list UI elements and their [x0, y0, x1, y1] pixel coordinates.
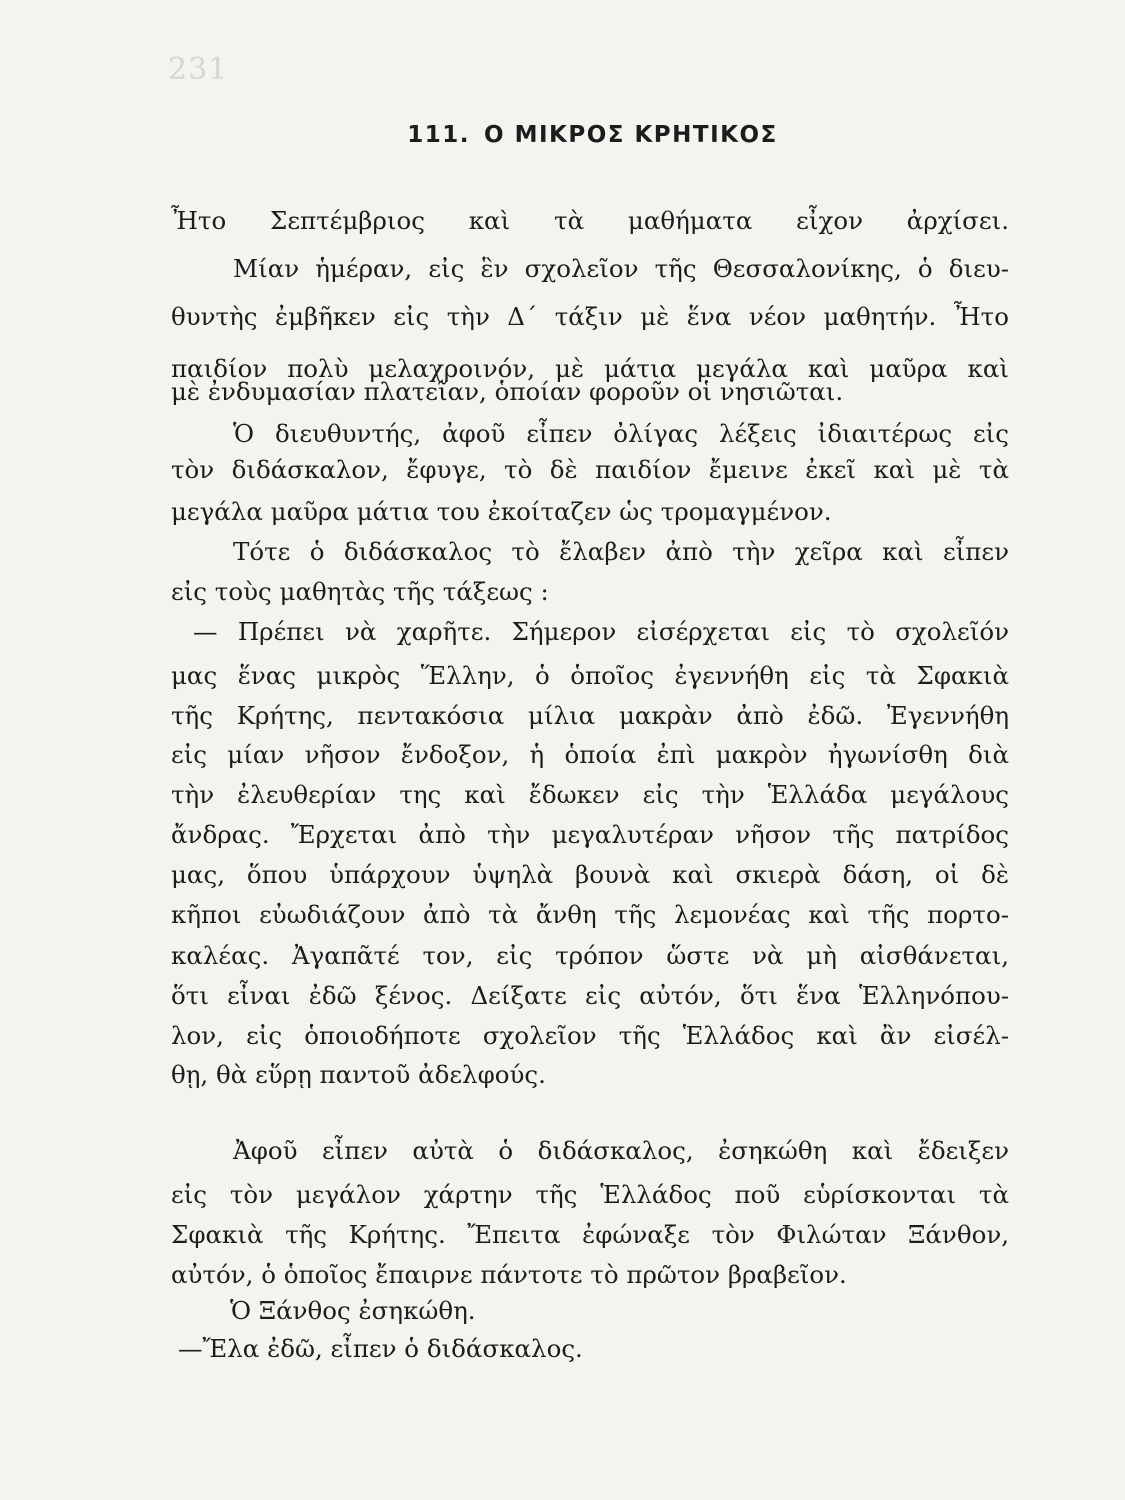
- text-line: τῆς Κρήτης, πεντακόσια μίλια μακρὰν ἀπὸ ἐδῶ. Ἐγεννήθη: [171, 701, 1009, 730]
- text-line: θῃ, θὰ εὕρῃ παντοῦ ἀδελφούς.: [171, 1060, 546, 1089]
- text-line: Τότε ὁ διδάσκαλος τὸ ἔλαβεν ἀπὸ τὴν χεῖρα καὶ εἶπεν: [233, 537, 1009, 566]
- chapter-heading: [0, 122, 1125, 148]
- text-line: μὲ ἐνδυμασίαν πλατεῖαν, ὁποίαν φοροῦν οἱ νησιῶται.: [171, 377, 844, 406]
- text-line: Σφακιὰ τῆς Κρήτης. Ἔπειτα ἐφώναξε τὸν Φιλώταν Ξάνθον,: [171, 1220, 1009, 1249]
- text-line: καλέας. Ἀγαπᾶτέ τον, εἰς τρόπον ὥστε νὰ μὴ αἰσθάνεται,: [171, 941, 1009, 970]
- text-line: Ὁ διευθυντής, ἀφοῦ εἶπεν ὀλίγας λέξεις ἰδιαιτέρως εἰς: [233, 419, 1009, 448]
- chapter-title: Ο ΜΙΚΡΟΣ ΚΡΗΤΙΚΟΣ: [484, 122, 778, 148]
- text-line: Ἦτο Σεπτέμβριος καὶ τὰ μαθήματα εἶχον ἀρχίσει.: [171, 206, 1009, 235]
- text-line: εἰς τοὺς μαθητὰς τῆς τάξεως :: [171, 577, 549, 606]
- text-line: τὴν ἐλευθερίαν της καὶ ἔδωκεν εἰς τὴν Ἑλλάδα μεγάλους: [171, 780, 1009, 809]
- dialogue-line: —Ἔλα ἐδῶ, εἶπεν ὁ διδάσκαλος.: [178, 1334, 583, 1363]
- text-line: μεγάλα μαῦρα μάτια του ἐκοίταζεν ὡς τρομαγμένον.: [171, 497, 832, 526]
- text-line: Ἀφοῦ εἶπεν αὐτὰ ὁ διδάσκαλος, ἐσηκώθη καὶ ἔδειξεν: [233, 1136, 1009, 1165]
- text-line: θυντὴς ἐμβῆκεν εἰς τὴν Δ΄ τάξιν μὲ ἕνα νέον μαθητήν. Ἦτο: [171, 302, 1009, 331]
- chapter-number: 111.: [407, 122, 471, 148]
- dialogue-line: — Πρέπει νὰ χαρῆτε. Σήμερον εἰσέρχεται εἰς τὸ σχολεῖόν: [193, 617, 1009, 646]
- text-line: λον, εἰς ὁποιοδήποτε σχολεῖον τῆς Ἑλλάδος καὶ ἂν εἰσέλ-: [171, 1021, 1009, 1050]
- text-line: εἰς μίαν νῆσον ἔνδοξον, ἡ ὁποία ἐπὶ μακρὸν ἠγωνίσθη διὰ: [171, 740, 1009, 769]
- text-line: κῆποι εὐωδιάζουν ἀπὸ τὰ ἄνθη τῆς λεμονέας καὶ τῆς πορτο-: [171, 900, 1009, 929]
- text-line: παιδίον πολὺ μελαχροινόν, μὲ μάτια μεγάλα καὶ μαῦρα καὶ: [171, 354, 1009, 383]
- text-line: μας, ὅπου ὑπάρχουν ὑψηλὰ βουνὰ καὶ σκιερὰ δάση, οἱ δὲ: [171, 860, 1009, 889]
- text-line: τὸν διδάσκαλον, ἔφυγε, τὸ δὲ παιδίον ἔμεινε ἐκεῖ καὶ μὲ τὰ: [171, 455, 1009, 484]
- ghost-page-number: 231: [168, 52, 229, 87]
- text-line: Ὁ Ξάνθος ἐσηκώθη.: [230, 1296, 476, 1325]
- text-line: αὐτόν, ὁ ὁποῖος ἔπαιρνε πάντοτε τὸ πρῶτον βραβεῖον.: [171, 1260, 847, 1289]
- text-line: ἄνδρας. Ἔρχεται ἀπὸ τὴν μεγαλυτέραν νῆσον τῆς πατρίδος: [171, 820, 1009, 849]
- text-line: εἰς τὸν μεγάλον χάρτην τῆς Ἑλλάδος ποῦ εὑρίσκονται τὰ: [171, 1180, 1009, 1209]
- text-line: ὅτι εἶναι ἐδῶ ξένος. Δείξατε εἰς αὐτόν, ὅτι ἕνα Ἑλληνόπου-: [171, 981, 1009, 1010]
- text-line: μας ἕνας μικρὸς Ἕλλην, ὁ ὁποῖος ἐγεννήθη εἰς τὰ Σφακιὰ: [171, 661, 1009, 690]
- text-line: Μίαν ἡμέραν, εἰς ἓν σχολεῖον τῆς Θεσσαλονίκης, ὁ διευ-: [233, 254, 1009, 283]
